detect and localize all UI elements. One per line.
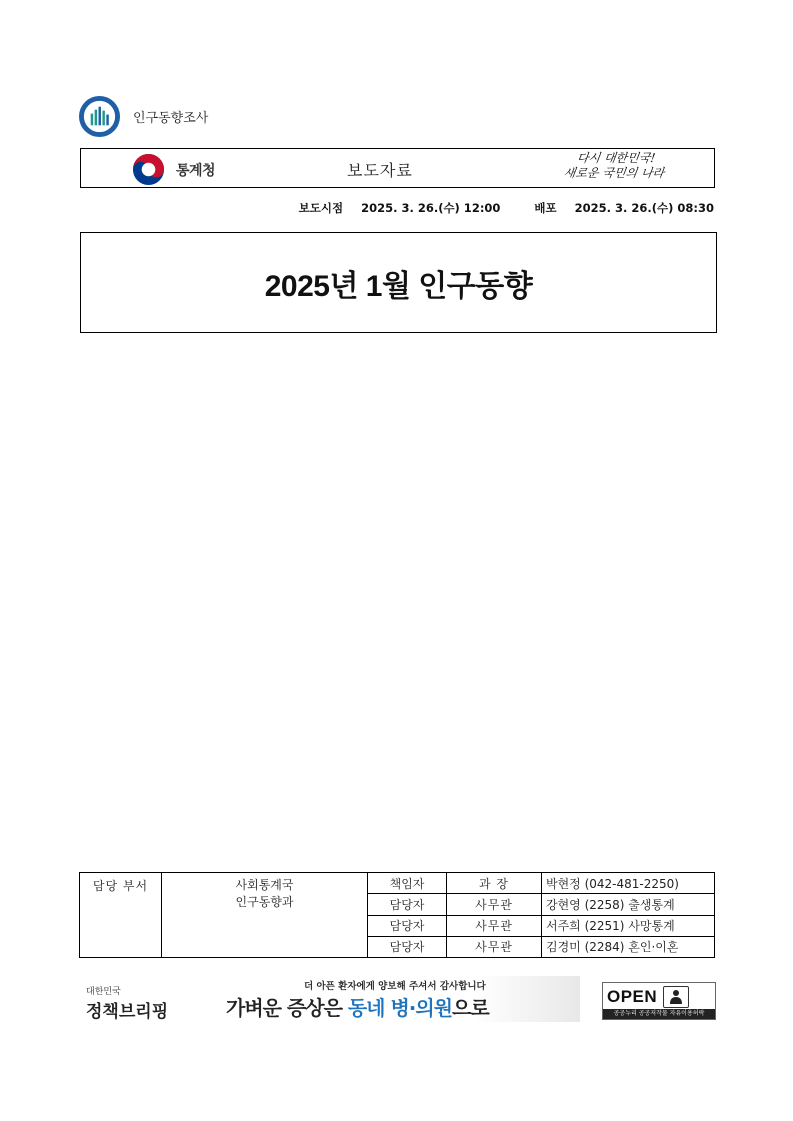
campaign-text-2: 동네 병·의원 <box>347 996 453 1020</box>
page-title: 2025년 1월 인구동향 <box>264 269 533 303</box>
department <box>162 873 368 958</box>
policy-briefing-country: 대한민국 <box>86 987 121 997</box>
distribution-label: 배포 <box>534 201 557 215</box>
contact-role: 담당자 <box>368 894 447 915</box>
department-label: 담당 부서 <box>80 873 162 958</box>
department-bureau: 사회통계국 <box>235 878 294 892</box>
policy-briefing-name: 정책브리핑 <box>86 1002 169 1022</box>
open-caption: 공공누리 공공저작물 자유이용허락 <box>603 1009 715 1019</box>
contact-person: 강현영 (2258) 출생통계 <box>542 894 715 915</box>
campaign-text-1: 가벼운 증상은 <box>226 996 348 1020</box>
title-box <box>80 232 717 333</box>
statistics-seal-icon <box>78 95 121 138</box>
agency-logo <box>131 152 215 187</box>
contact-person: 박현정 (042-481-2250) <box>542 873 715 894</box>
contact-position: 사무관 <box>447 936 542 957</box>
contact-person: 서주희 (2251) 사망통계 <box>542 915 715 936</box>
contact-position: 사무관 <box>447 915 542 936</box>
taegeuk-icon <box>131 152 166 187</box>
agency-name: 통계청 <box>176 162 216 179</box>
contact-role: 책임자 <box>368 873 447 894</box>
survey-name: 인구동향조사 <box>133 111 209 126</box>
contact-role: 담당자 <box>368 936 447 957</box>
campaign-subtitle: 더 아픈 환자에게 양보해 주셔서 감사합니다 <box>304 981 486 992</box>
slogan-line-1: 다시 대한민국! <box>576 151 657 165</box>
embargo-value: 2025. 3. 26.(수) 12:00 <box>361 201 501 215</box>
policy-briefing-logo[interactable] <box>86 984 168 1022</box>
contact-table <box>79 872 715 958</box>
kogl-open-badge[interactable] <box>602 982 716 1020</box>
survey-header <box>78 95 208 138</box>
open-word: OPEN <box>607 986 658 1006</box>
attribution-person-icon <box>663 986 689 1008</box>
campaign-headline <box>226 992 489 1021</box>
contact-row <box>80 873 715 894</box>
distribution-value: 2025. 3. 26.(수) 08:30 <box>574 201 714 215</box>
contact-position: 과 장 <box>447 873 542 894</box>
document-type: 보도자료 <box>347 161 413 180</box>
slogan-line-2: 새로운 국민의 나라 <box>562 166 666 180</box>
contact-position: 사무관 <box>447 894 542 915</box>
contact-person: 김경미 (2284) 혼인·이혼 <box>542 936 715 957</box>
campaign-banner[interactable] <box>226 976 580 1022</box>
department-division: 인구동향과 <box>235 895 294 909</box>
release-info <box>299 200 714 216</box>
press-banner <box>80 148 715 188</box>
government-slogan <box>538 151 692 181</box>
embargo-label: 보도시점 <box>298 201 344 215</box>
contact-role: 담당자 <box>368 915 447 936</box>
footer <box>80 972 716 1024</box>
campaign-text-3: 으로 <box>452 996 489 1020</box>
